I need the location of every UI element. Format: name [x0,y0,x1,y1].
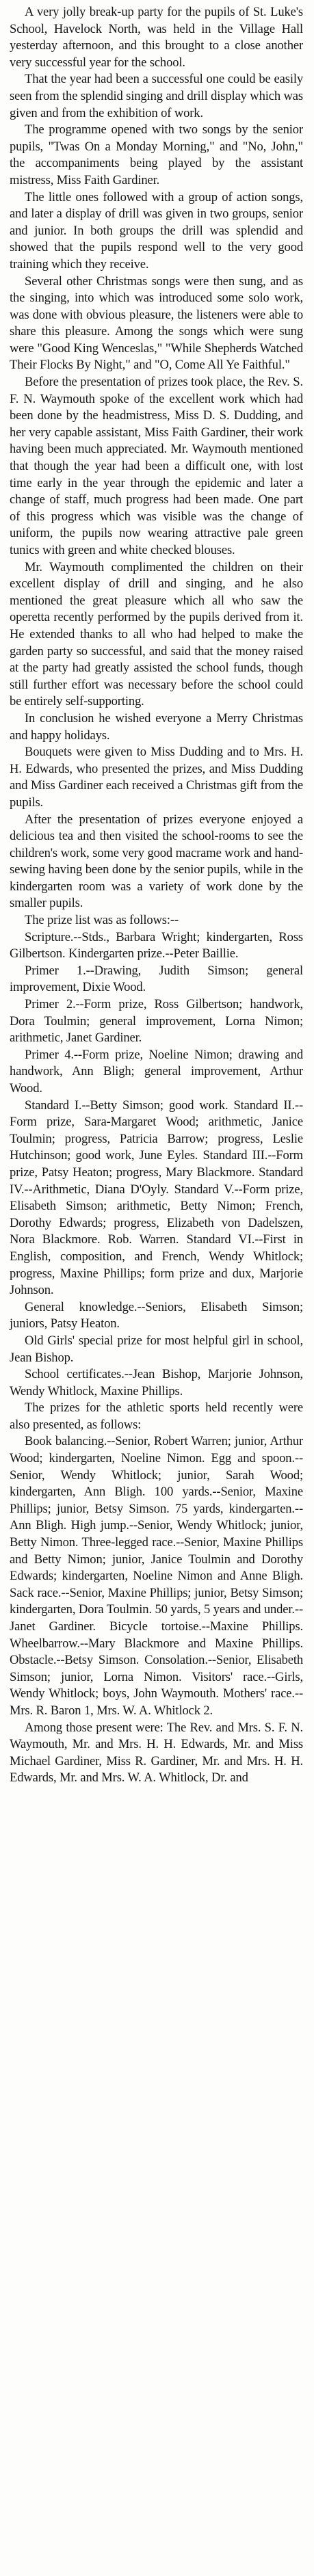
prize-list-item: Primer 2.--Form prize, Ross Gilbertson; handwork, Dora Toulmin; general improvement, Lorna Nimon; arithmetic, Janet Gardiner. [10,997,303,1046]
prize-list-item: Standard I.--Betty Simson; good work. Standard II.--Form prize, Sara-Margaret Wood; arithmetic, Janice Toulmin; progress, Patricia Barrow; progress, Leslie Hutchinson; good work, June Eyles. Standard III.--Form prize, Patsy Heaton; progress, Mary Blackmore. Standard IV.--Arithmetic, Diana D'Oyly. Standard V.--Form prize, Elisabeth Simson; arithmetic, Betty Nimon; French, Dorothy Edwards; progress, Elizabeth von Dadelszen, Nora Blackmore. Rob. Warren. Standard VI.--First in English, composition, and French, Wendy Whitlock; progress, Maxine Phillips; form prize and dux, Marjorie Johnson. [10,1098,303,1298]
sports-results: Book balancing.--Senior, Robert Warren; junior, Arthur Wood; kindergarten, Noeline Nimon. Egg and spoon.--Senior, Wendy Whitlock; junior, Sarah Wood; kindergarten, Ann Bligh. 100 yards.--Senior, Maxine Phillips; junior, Betsy Simson. 75 yards, kindergarten.--Ann Bligh. High jump.--Senior, Wendy Whitlock; junior, Betty Nimon. Three-legged race.--Senior, Maxine Phillips and Betty Nimon; junior, Janice Toulmin and Dorothy Edwards; kindergarten, Noeline Nimon and Anne Bligh. Sack race.--Senior, Maxine Phillips; junior, Betsy Simson; kindergarten, Dora Toulmin. 50 yards, 5 years and under.--Janet Gardiner. Bicycle tortoise.--Maxine Phillips. Wheelbarrow.--Mary Blackmore and Maxine Phillips. Obstacle.--Betsy Simson. Consolation.--Senior, Elisabeth Simson; junior, Lorna Nimon. Visitors' race.--Girls, Wendy Whitlock; boys, John Waymouth. Mothers' race.--Mrs. R. Baron 1, Mrs. W. A. Whitlock 2. [10,1434,303,1718]
article-paragraph: Before the presentation of prizes took place, the Rev. S. F. N. Waymouth spoke of the excellent work which had been done by the headmistress, Miss D. S. Dudding, and her very capable assistant, Miss Faith Gardiner, their work having been much appreciated. Mr. Waymouth mentioned that though the year had been a difficult one, with lost time early in the year through the epidemic and later a change of staff, much progress had been made. One part of this progress which was visible was the change of uniform, the pupils now wearing attractive pale green tunics with green and white checked blouses. [10,375,303,557]
article-paragraph: The prizes for the athletic sports held recently were also presented, as follows: [10,1400,303,1432]
prize-list-item: Primer 4.--Form prize, Noeline Nimon; drawing and handwork, Ann Bligh; general improvement, Arthur Wood. [10,1047,303,1096]
prize-list-item: Old Girls' special prize for most helpful girl in school, Jean Bishop. [10,1333,303,1365]
article-paragraph: That the year had been a successful one could be easily seen from the splendid singing and drill display which was given and from the exhibition of work. [10,72,303,120]
prize-list-item: Primer 1.--Drawing, Judith Simson; general improvement, Dixie Wood. [10,963,303,995]
prize-list-item: School certificates.--Jean Bishop, Marjorie Johnson, Wendy Whitlock, Maxine Phillips. [10,1367,303,1398]
article-paragraph: In conclusion he wished everyone a Merry Christmas and happy holidays. [10,711,303,743]
prize-list-heading: The prize list was as follows:-- [25,913,179,928]
article-paragraph: Bouquets were given to Miss Dudding and to Mrs. H. H. Edwards, who presented the prizes, and Miss Dudding and Miss Gardiner each received a Christmas gift from the pupils. [10,745,303,810]
article-paragraph: After the presentation of prizes everyone enjoyed a delicious tea and then visited the school-rooms to see the children's work, some very good macrame work and hand-sewing having been done by the senior pupils, while in the kindergarten room was a variety of work done by the smaller pupils. [10,812,303,911]
article-paragraph: Mr. Waymouth complimented the children on their excellent display of drill and singing, and he also mentioned the great pleasure which all who saw the operetta recently performed by the pupils derived from it. He extended thanks to all who had helped to make the garden party so successful, and said that the money raised at the party had greatly assisted the school funds, though still further effort was necessary before the school could be entirely self-supporting. [10,559,303,709]
article-paragraph: A very jolly break-up party for the pupils of St. Luke's School, Havelock North, was held in the Village Hall yesterday afternoon, and this brought to a close another very successful year for the school. [10,5,303,70]
article-paragraph: The programme opened with two songs by the senior pupils, "Twas On a Monday Morning," and "No, John," the accompaniments being played by the assistant mistress, Miss Faith Gardiner. [10,122,303,187]
attendees-paragraph: Among those present were: The Rev. and Mrs. S. F. N. Waymouth, Mr. and Mrs. H. H. Edwards, Mr. and Miss Michael Gardiner, Miss R. Gardiner, Mr. and Mrs. H. H. Edwards, Mr. and Mrs. W. A. Whitlock, Dr. and [10,1720,303,1785]
article-paragraph: The little ones followed with a group of action songs, and later a display of drill was given in two groups, senior and junior. In both groups the drill was splendid and showed that the pupils respond well to the very good training which they receive. [10,189,303,271]
prize-list-item: General knowledge.--Seniors, Elisabeth Simson; juniors, Patsy Heaton. [10,1299,303,1331]
article-paragraph: Several other Christmas songs were then sung, and as the singing, into which was introduced some solo work, was done with obvious pleasure, the listeners were able to share this pleasure. Among the songs which were sung were "Good King Wenceslas," "While Shepherds Watched Their Flocks By Night," and "O, Come All Ye Faithful." [10,274,303,373]
prize-list-item: Scripture.--Stds., Barbara Wright; kindergarten, Ross Gilbertson. Kindergarten prize.--Peter Baillie. [10,929,303,961]
